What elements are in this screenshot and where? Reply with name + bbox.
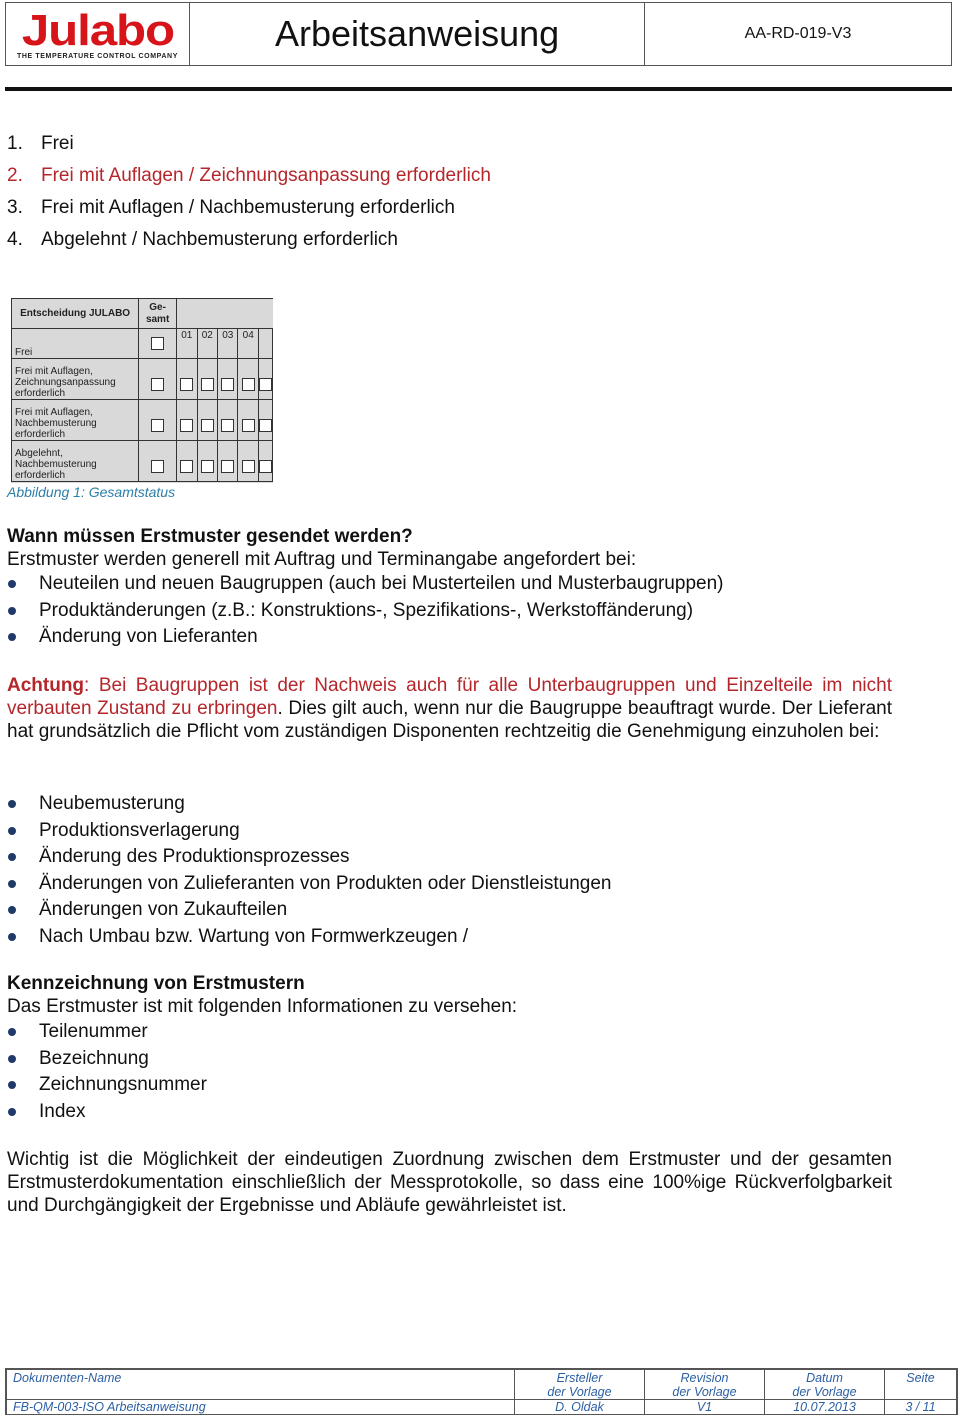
bullet-icon <box>7 906 39 914</box>
section-intro: Erstmuster werden generell mit Auftrag und Terminangabe angefordert bei: <box>7 549 637 570</box>
checkbox <box>221 419 234 432</box>
total-label-line: samt <box>145 313 170 325</box>
checkbox <box>242 378 255 391</box>
figure-caption: Abbildung 1: Gesamtstatus <box>7 484 176 500</box>
row-label-line: erforderlich <box>15 388 66 399</box>
logo-tagline: THE TEMPERATURE CONTROL COMPANY <box>17 52 178 60</box>
row-label-line: Zeichnungsanpassung <box>15 377 116 388</box>
list-item <box>7 192 491 224</box>
column-number: 01 <box>177 329 197 359</box>
item-text: Bezeichnung <box>39 1047 149 1069</box>
list-item-highlighted <box>7 160 491 192</box>
bullet-icon <box>7 800 39 808</box>
section-heading: Kennzeichnung von Erstmustern <box>7 973 305 994</box>
list-item <box>7 598 723 625</box>
footer-page-value: 3 / 11 <box>885 1400 957 1415</box>
list-item <box>7 844 612 871</box>
decision-list <box>7 128 491 256</box>
footer-author-value: D. Oldak <box>515 1400 645 1415</box>
column-cutoff <box>258 329 272 359</box>
row-label-line: Frei mit Auflagen, <box>15 407 93 418</box>
checkbox-cell <box>197 359 217 400</box>
checkbox <box>242 460 255 473</box>
row-label-line: Frei <box>15 347 33 358</box>
item-text: Index <box>39 1100 86 1122</box>
checkbox <box>259 378 272 391</box>
header-divider <box>5 87 952 91</box>
bullet-icon <box>7 1028 39 1036</box>
checkbox-cell <box>218 359 238 400</box>
checkbox <box>259 419 272 432</box>
checkbox-cell <box>177 359 197 400</box>
closing-paragraph: Wichtig ist die Möglichkeit der eindeutigen Zuordnung zwischen dem Erstmuster und der gesamten Erstmusterdokumentation einschließlich der Messprotokolle, so dass eine 100%ige Rückverfolgbarkeit und Durchgängigkeit der Ergebnisse und Abläufe gewährleistet ist. <box>7 1149 892 1216</box>
form-columns-header <box>177 299 273 329</box>
list-item <box>7 128 491 160</box>
item-text: Frei mit Auflagen / Zeichnungsanpassung erforderlich <box>41 165 491 186</box>
column-number: 03 <box>218 329 238 359</box>
footer-revision-label <box>645 1370 765 1400</box>
checkbox-cell <box>177 400 197 441</box>
checkbox <box>151 378 164 391</box>
item-text: Änderung des Produktionsprozesses <box>39 846 350 868</box>
checkbox <box>201 419 214 432</box>
checkbox <box>151 419 164 432</box>
bullet-icon <box>7 1108 39 1116</box>
form-row-label <box>12 359 139 400</box>
marking-bullet-list <box>7 1019 207 1125</box>
decision-form-figure <box>11 298 273 483</box>
document-footer <box>5 1368 958 1415</box>
checkbox-cell <box>238 400 258 441</box>
item-number: 3. <box>7 197 23 218</box>
total-checkbox-cell <box>139 359 177 400</box>
bullet-icon <box>7 827 39 835</box>
julabo-logo <box>6 3 190 65</box>
approval-bullet-list <box>7 791 612 950</box>
row-label-line: Frei mit Auflagen, <box>15 366 93 377</box>
item-text: Zeichnungsnummer <box>39 1074 207 1096</box>
bullet-icon <box>7 880 39 888</box>
total-checkbox-cell <box>139 400 177 441</box>
item-text: Produktänderungen (z.B.: Konstruktions-, Spezifikations-, Werkstoffänderung) <box>39 599 694 621</box>
item-text: Änderungen von Zukaufteilen <box>39 899 288 921</box>
checkbox <box>151 460 164 473</box>
form-row-label <box>12 441 139 482</box>
logo-wordmark: Julabo <box>21 5 174 55</box>
document-id: AA-RD-019-V3 <box>744 25 852 42</box>
checkbox-cell <box>218 441 238 482</box>
attention-red-text: : Bei Baugruppen ist der Nachweis auch für alle Unterbaugruppen und Einzelteile im nicht verbauten Zustand zu erbringen <box>7 675 892 719</box>
row-label-line: Abgelehnt, <box>15 448 63 459</box>
bullet-icon <box>7 1081 39 1089</box>
list-item <box>7 924 612 951</box>
item-text: Frei mit Auflagen / Nachbemusterung erforderlich <box>41 197 455 218</box>
footer-revision-value: V1 <box>645 1400 765 1415</box>
list-item <box>7 897 612 924</box>
checkbox-cell <box>177 441 197 482</box>
label-line: der Vorlage <box>792 1384 857 1399</box>
label-line: Revision <box>680 1370 729 1385</box>
row-label-line: erforderlich <box>15 470 66 481</box>
checkbox-cell <box>218 400 238 441</box>
label-line: der Vorlage <box>672 1384 737 1399</box>
checkbox <box>180 378 193 391</box>
checkbox-cell <box>258 400 272 441</box>
bullet-icon <box>7 580 39 588</box>
checkbox <box>180 460 193 473</box>
attention-label: Achtung <box>7 675 85 696</box>
footer-page-label: Seite <box>885 1370 957 1400</box>
item-text: Frei <box>41 133 74 154</box>
list-item <box>7 1019 207 1046</box>
total-label-line: Ge- <box>149 301 166 313</box>
bullet-list <box>7 571 723 651</box>
column-number: 02 <box>197 329 217 359</box>
section-heading: Wann müssen Erstmuster gesendet werden? <box>7 526 413 547</box>
footer-date-value: 10.07.2013 <box>765 1400 885 1415</box>
list-item <box>7 624 723 651</box>
checkbox-cell <box>238 441 258 482</box>
document-header <box>5 2 952 66</box>
checkbox-cell <box>197 441 217 482</box>
column-number: 04 <box>238 329 258 359</box>
checkbox <box>180 419 193 432</box>
total-checkbox-cell <box>139 329 177 359</box>
item-text: Produktionsverlagerung <box>39 819 240 841</box>
checkbox-cell <box>238 359 258 400</box>
list-item <box>7 871 612 898</box>
item-number: 1. <box>7 133 23 154</box>
item-text: Abgelehnt / Nachbemusterung erforderlich <box>41 229 398 250</box>
attention-paragraph <box>7 674 892 743</box>
list-item <box>7 1072 207 1099</box>
label-line: Datum <box>806 1370 843 1385</box>
checkbox <box>242 419 255 432</box>
bullet-icon <box>7 1055 39 1063</box>
item-text: Neubemusterung <box>39 793 185 815</box>
list-item <box>7 224 491 256</box>
row-label-line: Nachbemusterung <box>15 459 97 470</box>
bullet-icon <box>7 853 39 861</box>
total-checkbox-cell <box>139 441 177 482</box>
item-number: 4. <box>7 229 23 250</box>
checkbox-cell <box>197 400 217 441</box>
list-item <box>7 818 612 845</box>
item-text: Neuteilen und neuen Baugruppen (auch bei Musterteilen und Musterbaugruppen) <box>39 573 724 595</box>
item-text: Teilenummer <box>39 1021 148 1043</box>
section-intro: Das Erstmuster ist mit folgenden Informationen zu versehen: <box>7 996 518 1017</box>
checkbox-cell <box>258 359 272 400</box>
form-total-header <box>139 299 177 329</box>
checkbox <box>151 337 164 350</box>
footer-date-label <box>765 1370 885 1400</box>
bullet-icon <box>7 633 39 641</box>
checkbox <box>201 460 214 473</box>
footer-doc-name-label: Dokumenten-Name <box>7 1370 515 1400</box>
attention-text: . Dies gilt auch, wenn nur die Baugruppe beauftragt wurde. Der Lieferant hat grundsätzlich die Pflicht vom zuständigen Disponenten rechtzeitig die Genehmigung einzuholen bei: <box>7 698 892 742</box>
list-item <box>7 791 612 818</box>
item-text: Änderung von Lieferanten <box>39 626 258 648</box>
item-number: 2. <box>7 165 23 186</box>
list-item <box>7 571 723 598</box>
item-text: Nach Umbau bzw. Wartung von Formwerkzeugen / <box>39 925 469 947</box>
document-title: Arbeitsanweisung <box>190 3 645 65</box>
label-line: der Vorlage <box>547 1384 612 1399</box>
list-item <box>7 1099 207 1126</box>
item-text: Änderungen von Zulieferanten von Produkten oder Dienstleistungen <box>39 872 612 894</box>
form-row-label <box>12 400 139 441</box>
checkbox <box>201 378 214 391</box>
bullet-icon <box>7 607 39 615</box>
label-line: Ersteller <box>556 1370 603 1385</box>
form-row-label <box>12 329 139 359</box>
bullet-icon <box>7 933 39 941</box>
form-header-label: Entscheidung JULABO <box>12 299 139 329</box>
row-label-line: Nachbemusterung <box>15 418 97 429</box>
footer-author-label <box>515 1370 645 1400</box>
checkbox <box>221 378 234 391</box>
checkbox-cell <box>258 441 272 482</box>
checkbox <box>221 460 234 473</box>
checkbox <box>259 460 272 473</box>
row-label-line: erforderlich <box>15 429 66 440</box>
list-item <box>7 1046 207 1073</box>
footer-doc-name-value: FB-QM-003-ISO Arbeitsanweisung <box>7 1400 515 1415</box>
